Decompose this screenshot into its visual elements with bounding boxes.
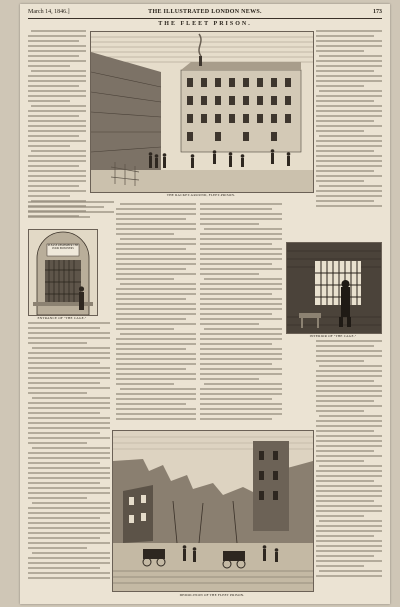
- page-number: 173: [373, 9, 382, 15]
- text-column-lower-right: [316, 340, 382, 592]
- racket-ground-caption: THE RACKET-GROUND, FLEET-PRISON.: [166, 193, 236, 197]
- text-block-middle-left: [28, 201, 114, 225]
- masthead-date: March 14, 1846.]: [28, 9, 70, 15]
- text-column-top-right: [316, 30, 382, 212]
- text-column-top-left: [28, 30, 86, 220]
- text-column-center-left: [116, 203, 196, 428]
- cage-interior-engraving: [286, 242, 382, 334]
- demolition-engraving: [112, 430, 314, 592]
- masthead-rule: [28, 18, 382, 19]
- cage-sign-text: PLEASE REMEMBER THE POOR PRISONERS: [47, 244, 79, 250]
- text-column-lower-left: [28, 322, 110, 592]
- demolition-caption: DEMOLITION OF THE FLEET PRISON.: [179, 593, 245, 597]
- section-title: THE FLEET PRISON.: [158, 21, 252, 27]
- cage-entrance-engraving: [28, 229, 98, 316]
- newspaper-page: [20, 4, 390, 604]
- masthead-title: THE ILLUSTRATED LONDON NEWS.: [148, 9, 262, 15]
- cage-entrance-caption: ENTRANCE OF "THE CAGE.": [37, 316, 87, 320]
- racket-ground-engraving: [90, 31, 314, 193]
- text-column-center-right: [200, 203, 282, 428]
- cage-interior-caption: INTERIOR OF "THE CAGE.": [309, 334, 357, 338]
